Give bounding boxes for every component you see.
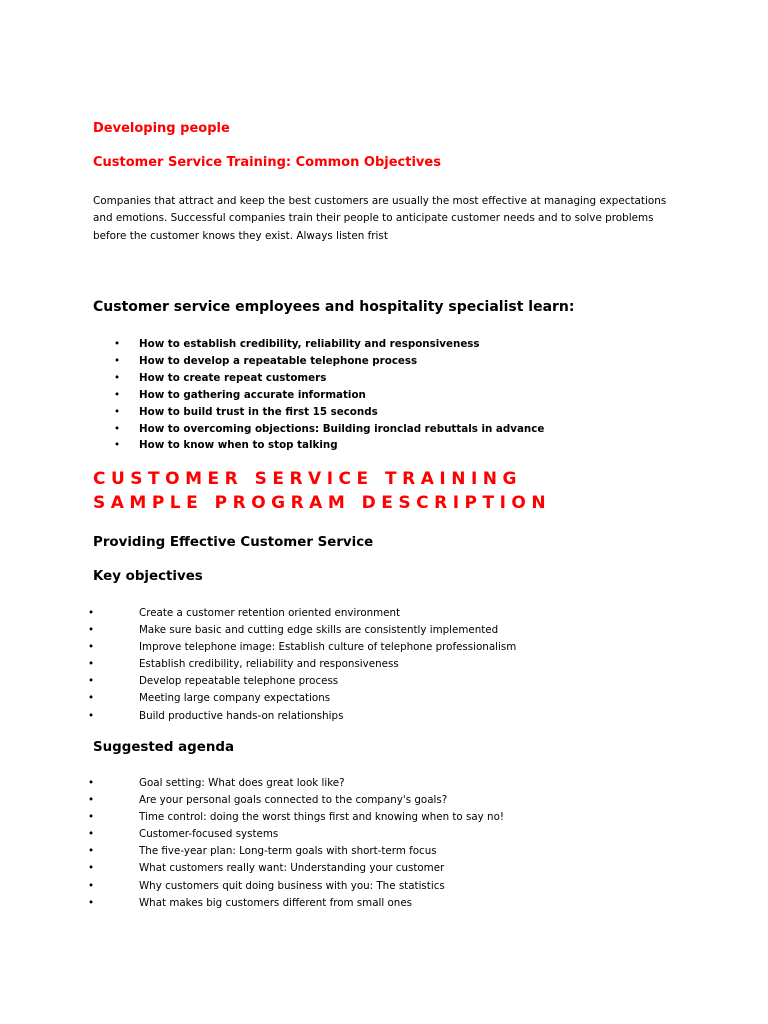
key-objective-item: [88, 639, 516, 656]
section-label: Developing people: [93, 121, 230, 136]
key-objective-item: [88, 673, 516, 690]
key-objective-item: [88, 605, 516, 622]
key-objective-item-text: Improve telephone image: Establish culture of telephone professionalism: [139, 641, 517, 654]
agenda-item-text: Customer-focused systems: [139, 828, 279, 841]
key-objective-item-text: Establish credibility, reliability and responsiveness: [139, 658, 399, 671]
learn-list-item-text: How to establish credibility, reliability and responsiveness: [139, 338, 480, 350]
agenda-item: [88, 895, 504, 912]
learn-list-item: [93, 404, 544, 421]
key-objective-item: [88, 656, 516, 673]
agenda-item: [88, 826, 504, 843]
learn-list-item-text: How to gathering accurate information: [139, 388, 366, 401]
learn-list-item: [93, 437, 544, 454]
key-objective-item-text: Create a customer retention oriented environment: [139, 607, 401, 619]
agenda-list: [88, 775, 504, 912]
bullet-icon: •: [88, 658, 95, 671]
learn-list-item-text: How to overcoming objections: Building ironclad rebuttals in advance: [139, 422, 545, 435]
learn-list-item: [93, 370, 544, 387]
learn-list-item-text: How to build trust in the first 15 seconds: [139, 405, 378, 418]
bullet-icon: •: [88, 607, 95, 619]
agenda-item-text: What customers really want: Understanding your customer: [139, 862, 445, 875]
learn-list-item: [93, 421, 544, 438]
bullet-icon: •: [88, 675, 95, 688]
learn-list-item: [93, 336, 544, 353]
page-title: Customer Service Training: Common Objectives: [93, 155, 441, 170]
agenda-item: [88, 878, 504, 895]
key-objective-item: [88, 690, 516, 707]
agenda-item: [88, 809, 504, 826]
learn-list-item: [93, 353, 544, 370]
key-objective-item-text: Build productive hands-on relationships: [139, 709, 344, 722]
learn-heading: Customer service employees and hospitality specialist learn:: [93, 299, 575, 315]
intro-paragraph: Companies that attract and keep the best customers are usually the most effective at managing expectations and emotions. Successful companies train their people to anticipate customer needs and to solve problems before the customer knows they exist. Always listen frist: [93, 195, 667, 242]
learn-list-item-text: How to develop a repeatable telephone process: [139, 354, 418, 367]
bullet-icon: •: [114, 338, 121, 350]
key-objective-item: [88, 708, 516, 725]
bullet-icon: •: [88, 641, 95, 654]
learn-list-item: [93, 387, 544, 404]
agenda-heading: Suggested agenda: [93, 740, 234, 755]
bullet-icon: •: [88, 709, 95, 722]
key-objectives-list: [88, 605, 516, 725]
key-objective-item-text: Make sure basic and cutting edge skills are consistently implemented: [139, 624, 499, 637]
bullet-icon: •: [88, 777, 95, 789]
agenda-item-text: Goal setting: What does great look like?: [139, 777, 345, 789]
bullet-icon: •: [114, 405, 121, 418]
key-objective-item-text: Meeting large company expectations: [139, 692, 331, 705]
key-objectives-heading: Key objectives: [93, 569, 203, 584]
learn-list-item-text: How to know when to stop talking: [139, 439, 338, 452]
agenda-item-text: Time control: doing the worst things first and knowing when to say no!: [139, 811, 504, 824]
bullet-icon: •: [88, 692, 95, 705]
bullet-icon: •: [88, 828, 95, 841]
bullet-icon: •: [114, 388, 121, 401]
key-objective-item: [88, 622, 516, 639]
bullet-icon: •: [114, 422, 121, 435]
agenda-item: [88, 792, 504, 809]
bullet-icon: •: [88, 862, 95, 875]
agenda-item: [88, 860, 504, 877]
bullet-icon: •: [88, 794, 95, 807]
bullet-icon: •: [114, 371, 121, 384]
bullet-icon: •: [114, 354, 121, 367]
bullet-icon: •: [88, 845, 95, 858]
agenda-item: [88, 775, 504, 792]
program-subtitle: Providing Effective Customer Service: [93, 535, 374, 550]
agenda-item-text: Are your personal goals connected to the company's goals?: [139, 794, 448, 807]
agenda-item-text: What makes big customers different from small ones: [139, 896, 413, 909]
agenda-item-text: Why customers quit doing business with you: The statistics: [139, 879, 445, 892]
program-title-line-2: SAMPLE PROGRAM DESCRIPTION: [93, 493, 552, 513]
bullet-icon: •: [114, 439, 121, 452]
agenda-item: [88, 843, 504, 860]
learn-list: [93, 336, 544, 454]
bullet-icon: •: [88, 879, 95, 892]
agenda-item-text: The five-year plan: Long-term goals with short-term focus: [139, 845, 437, 858]
bullet-icon: •: [88, 811, 95, 824]
program-title: [93, 467, 551, 515]
bullet-icon: •: [88, 896, 95, 909]
key-objective-item-text: Develop repeatable telephone process: [139, 675, 339, 688]
learn-list-item-text: How to create repeat customers: [139, 371, 327, 384]
program-title-line-1: CUSTOMER SERVICE TRAINING: [93, 469, 522, 489]
bullet-icon: •: [88, 624, 95, 637]
